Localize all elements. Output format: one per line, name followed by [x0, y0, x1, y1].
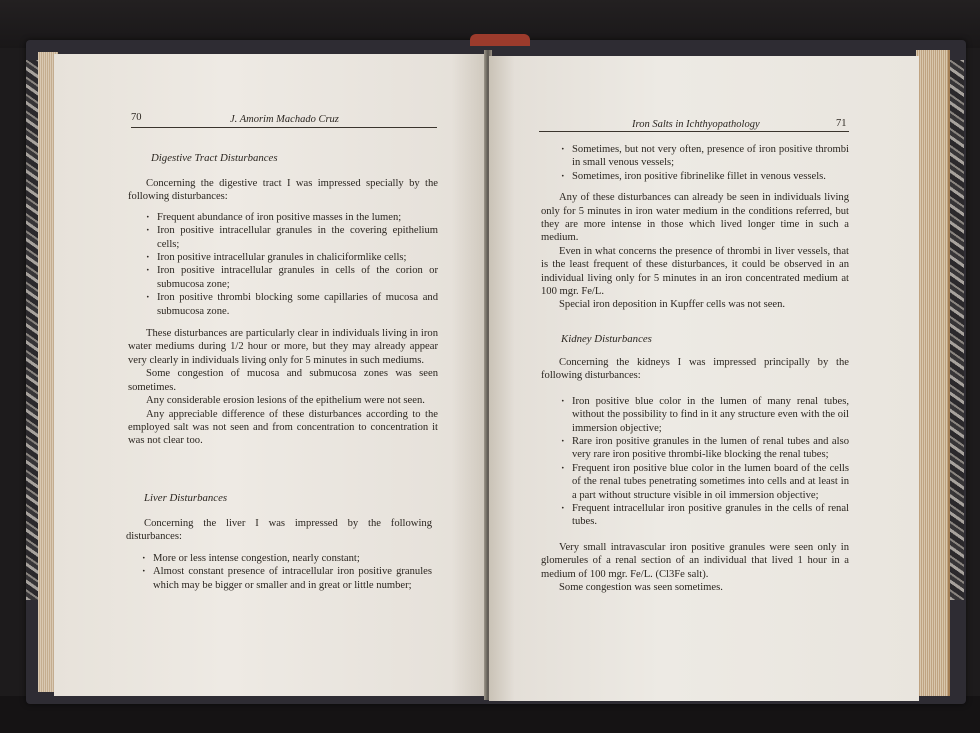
digestive-intro: Concerning the digestive tract I was impressed specially by the following disturbances:: [128, 178, 438, 203]
kidney-intro: Concerning the kidneys I was impressed principally by the following disturbances:: [541, 357, 849, 382]
paragraph: Any considerable erosion lesions of the epithelium were not seen.: [146, 395, 425, 407]
liver-list-continued: [559, 143, 849, 183]
liver-continued: [541, 143, 849, 312]
list-item: · Iron positive intracellular granules in the covering epithelium cells;: [144, 224, 438, 251]
paragraph: Some congestion was seen sometimes.: [559, 582, 723, 594]
paragraph: Special iron deposition in Kupffer cells was not seen.: [559, 299, 786, 311]
section-heading-liver: Liver Disturbances: [144, 492, 228, 504]
list-item: · Sometimes, iron positive fibrinelike fillet in venous vessels.: [559, 170, 849, 183]
digestive-section: [128, 177, 438, 448]
kidney-list: [559, 395, 849, 529]
running-head-left: J. Amorim Machado Cruz: [230, 114, 339, 125]
spine-headband: [470, 34, 530, 46]
liver-intro: Concerning the liver I was impressed by the following disturbances:: [126, 518, 432, 543]
kidney-section: [541, 356, 849, 595]
list-item: · Sometimes, but not very often, presence of iron positive thrombi in small venous vessels;: [559, 143, 849, 170]
paragraph: Some congestion of mucosa and submucosa zones was seen sometimes.: [128, 368, 438, 393]
head-rule-left: [131, 127, 437, 128]
list-item: · Iron positive intracellular granules in cells of the corion or submucosa zone;: [144, 264, 438, 291]
paragraph: Any appreciable difference of these disturbances according to the employed salt was not seen and from concentration to concentration it was not clear too.: [128, 408, 438, 447]
paragraph: Even in what concerns the presence of thrombi in liver vessels, that is the least frequent of these disturbances, it could be observed in an individual living only for 5 minutes in an iron concentrated medium at 100 mgr. Fe/L.: [541, 245, 849, 298]
page-number-right: 71: [836, 118, 847, 129]
left-page: [54, 54, 486, 696]
paragraph: These disturbances are particularly clear in individuals living in iron water mediums during 1/2 hour or more, but they may already appear very clearly in individuals living only for 5 minutes in such mediums.: [128, 328, 438, 366]
page-number-left: 70: [131, 112, 142, 123]
paragraph: Very small intravascular iron positive granules were seen only in glomerules of a renal section of an individual that lived 1 hour in a medium of 100 mgr. Fe/L. (Cl3Fe salt).: [541, 541, 849, 580]
section-heading-kidney: Kidney Disturbances: [561, 333, 652, 345]
list-item: · Iron positive thrombi blocking some capillaries of mucosa and submucosa zone.: [144, 291, 438, 318]
list-item: · Frequent abundance of iron positive masses in the lumen;: [144, 211, 438, 224]
list-item: · More or less intense congestion, nearly constant;: [140, 552, 432, 565]
list-item: · Rare iron positive granules in the lumen of renal tubes and also very rare iron positive thrombi-like blocking the renal tubes;: [559, 435, 849, 462]
right-page: [489, 56, 919, 701]
page-stack-right: [916, 50, 950, 696]
running-head-right: Iron Salts in Ichthyopathology: [632, 119, 760, 130]
paragraph: Any of these disturbances can already be seen in individuals living only for 5 minutes in iron water medium in the conditions referred, but they are more intense in those which lived longer time in such a medium.: [541, 192, 849, 244]
section-heading-digestive: Digestive Tract Disturbances: [151, 152, 278, 164]
list-item: · Frequent iron positive blue color in the lumen board of the cells of the renal tubes penetrating sometimes into cells and at least in a part without structure visible in oil immersion objective;: [559, 462, 849, 502]
list-item: · Almost constant presence of intracellular iron positive granules which may be bigger or smaller and in great or little number;: [140, 565, 432, 592]
list-item: · Iron positive blue color in the lumen of many renal tubes, without the possibility to find in it any structure even with the oil immersion objective;: [559, 395, 849, 435]
marbled-edge-right: [950, 60, 964, 600]
liver-list: [140, 552, 432, 592]
head-rule-right: [539, 131, 849, 132]
liver-section: [126, 517, 432, 592]
list-item: · Iron positive intracellular granules in chaliciformlike cells;: [144, 251, 438, 264]
list-item: · Frequent intracellular iron positive granules in the cells of renal tubes.: [559, 502, 849, 529]
digestive-list: [144, 211, 438, 318]
